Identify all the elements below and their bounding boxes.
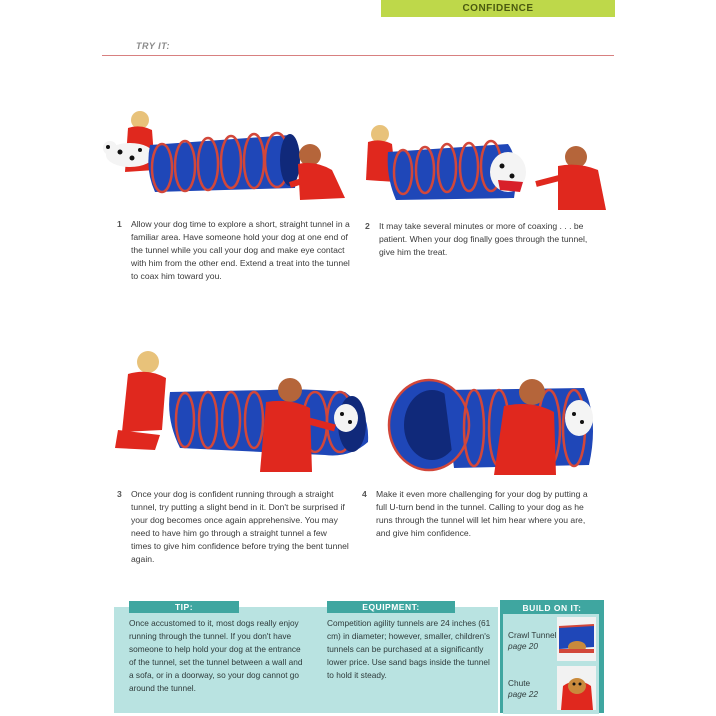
step-2 bbox=[365, 220, 604, 259]
build-item-chute-label bbox=[508, 678, 558, 700]
step-1-text: Allow your dog time to explore a short, straight tunnel in a familiar area. Have someone hold your dog at one end of the tunnel while you call your dog and make eye contact with him from the other end. Extend a treat into the tunnel to coax him toward you. bbox=[131, 219, 350, 281]
crawl-tunnel-thumbnail bbox=[557, 617, 596, 661]
photo-step-3 bbox=[100, 340, 380, 480]
divider-rule bbox=[102, 55, 614, 56]
step-3-text: Once your dog is confident running through a straight tunnel, try putting a slight bend in it. Don't be surprised if your dog becomes once again apprehensive. You may need to have him go through a straight tunnel a few times to give him confidence before trying the bent tunnel again. bbox=[131, 489, 349, 564]
step-2-text: It may take several minutes or more of coaxing . . . be patient. When your dog finally goes through the tunnel, give him the treat. bbox=[379, 221, 588, 257]
build-item-crawl-tunnel-label bbox=[508, 630, 558, 652]
equipment-text: Competition agility tunnels are 24 inches (61 cm) in diameter; however, smaller, children's tunnels can be purchased at a significantly lower price. Use sand bags inside the tunnel to hold it steady. bbox=[327, 618, 491, 680]
tip-text: Once accustomed to it, most dogs really enjoy running through the tunnel. If you don't have someone to help hold your dog at the entrance of the tunnel, set the tunnel between a wall and a sofa, or in a doorway, so your dog cannot go around the tunnel. bbox=[129, 618, 303, 693]
chute-thumbnail bbox=[557, 666, 596, 710]
section-title: CONFIDENCE bbox=[462, 3, 534, 14]
equipment-label: EQUIPMENT: bbox=[327, 601, 455, 613]
step-4-text: Make it even more challenging for your dog by putting a full U-turn bend in the tunnel. Calling to your dog as he runs through the tunnel will let him hear where you are, and give him confidence. bbox=[376, 489, 588, 538]
build-on-it-title: BUILD ON IT: bbox=[522, 603, 582, 613]
try-it-label: TRY IT: bbox=[136, 41, 171, 51]
chute-name: Chute bbox=[508, 678, 531, 688]
crawl-tunnel-page: page 20 bbox=[508, 641, 538, 651]
step-4-number: 4 bbox=[362, 489, 367, 499]
photo-step-4 bbox=[384, 370, 604, 480]
step-1 bbox=[117, 218, 351, 283]
photo-step-2 bbox=[358, 122, 613, 214]
step-4 bbox=[362, 488, 598, 540]
photo-step-1 bbox=[100, 100, 355, 210]
tip-label: TIP: bbox=[129, 601, 239, 613]
step-2-number: 2 bbox=[365, 221, 370, 231]
step-3 bbox=[117, 488, 349, 566]
step-3-number: 3 bbox=[117, 489, 122, 499]
step-1-number: 1 bbox=[117, 219, 122, 229]
chute-page: page 22 bbox=[508, 689, 538, 699]
crawl-tunnel-name: Crawl Tunnel bbox=[508, 630, 557, 640]
